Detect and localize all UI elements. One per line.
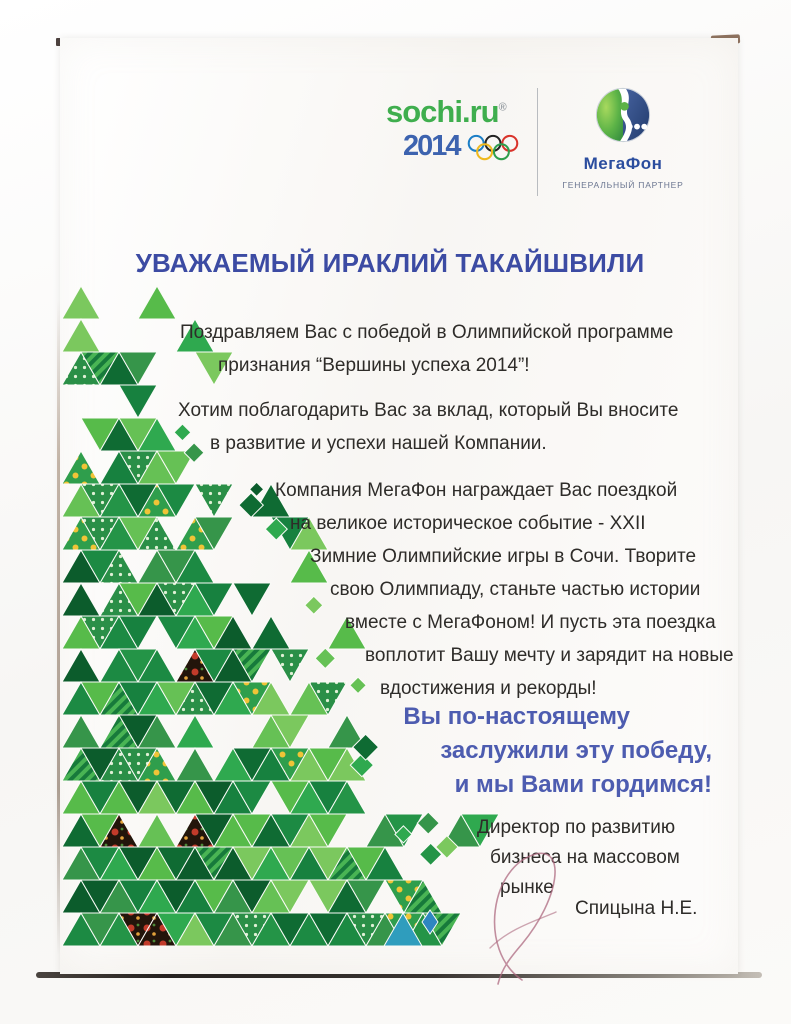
megafon-logo-icon: [594, 86, 652, 144]
sochi-logo-domain: sochi.ru®: [386, 94, 507, 129]
olympic-rings-icon: [466, 134, 520, 162]
sochi-2014-logo: [386, 96, 586, 162]
certificate-letter: [60, 38, 738, 974]
registered-trademark-icon: ®: [498, 101, 507, 114]
paragraph-3: [60, 474, 738, 705]
paragraph-1: [60, 316, 738, 382]
paragraph-3-line: свою Олимпиаду, станьте частью истории: [330, 579, 701, 600]
salutation-line: УВАЖАЕМЫЙ ИРАКЛИЙ ТАКАЙШВИЛИ: [135, 248, 645, 278]
general-partner-label: ГЕНЕРАЛЬНЫЙ ПАРТНЕР: [562, 180, 684, 190]
paragraph-3-line: Компания МегаФон награждает Вас поездкой: [275, 480, 678, 501]
paragraph-3-line: вдостижения и рекорды!: [380, 678, 597, 699]
paragraph-2: [60, 394, 738, 460]
megafon-wordmark: МегаФон: [583, 154, 663, 173]
paragraph-3-line: вместе с МегаФоном! И пусть эта поездка: [345, 612, 716, 633]
paragraph-3-line: воплотит Вашу мечту и зарядит на новые: [365, 645, 734, 666]
paragraph-3-line: на великое историческое событие - XXII: [290, 513, 646, 534]
closing-statement: [360, 700, 712, 802]
closing-line: и мы Вами гордимся!: [454, 771, 712, 798]
paragraph-1-line: Поздравляем Вас с победой в Олимпийской программе: [180, 322, 674, 343]
sochi-logo-year: 2014: [403, 129, 460, 162]
signer-name: Спицына Н.Е.: [575, 898, 698, 919]
signer-title-line: бизнеса на массовом: [490, 847, 680, 868]
signer-title-line: Директор по развитию: [477, 817, 676, 838]
signer-title-line: рынке: [500, 877, 554, 898]
closing-line: Вы по-настоящему: [403, 703, 630, 730]
paragraph-1-line: признания “Вершины успеха 2014”!: [218, 355, 530, 376]
paragraph-3-line: Зимние Олимпийские игры в Сочи. Творите: [310, 546, 697, 567]
paragraph-2-line: Хотим поблагодарить Вас за вклад, который Вы вносите: [178, 400, 679, 421]
megafon-logo-block: [557, 86, 689, 190]
paragraph-2-line: в развитие и успехи нашей Компании.: [210, 433, 547, 454]
closing-line: заслужили эту победу,: [440, 737, 712, 764]
